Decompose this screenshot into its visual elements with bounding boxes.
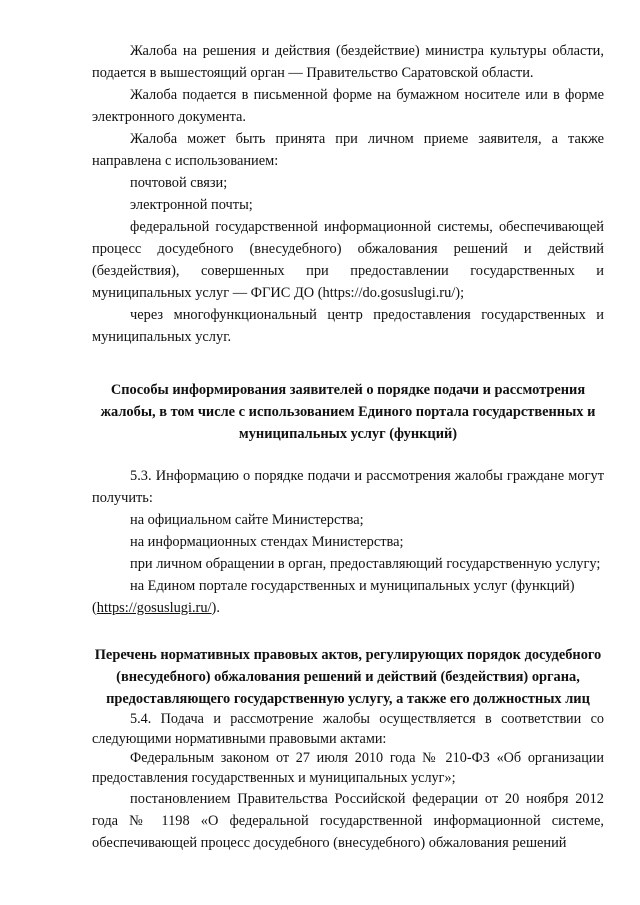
list-item-unified-portal: на Едином портале государственных и муниципальных услуг (функций) [130,578,575,594]
section-heading-normative-acts: Перечень нормативных правовых актов, регулирующих порядок досудебного (внесудебного) обжалования решений и действий (бездействия) органа, предоставляющего государственную услугу, а также его должностных лиц [94,647,602,707]
spacer [92,619,604,644]
paragraph-5-4: 5.4. Подача и рассмотрение жалобы осуществляется в соответствии со следующими нормативными правовыми актами: [92,711,604,747]
link-open-paren: ( [92,600,97,616]
list-item-email: электронной почты; [130,197,253,213]
gosuslugi-link[interactable]: https://gosuslugi.ru/ [96,600,212,616]
paragraph-appeal-minister: Жалоба на решения и действия (бездействие) министра культуры области, подается в вышестоящий орган — Правительство Саратовской области. [92,43,604,81]
section-heading-informing: Способы информирования заявителей о порядке подачи и рассмотрения жалобы, в том числе с использованием Единого портала государственных и муниципальных услуг (функций) [100,382,596,442]
spacer [92,348,604,379]
paragraph-accepted-personally: Жалоба может быть принята при личном приеме заявителя, а также направлена с использованием: [92,131,604,169]
spacer [92,445,604,465]
paragraph-portal-link [92,597,604,619]
list-item-info-stands: на информационных стендах Министерства; [130,534,404,550]
list-item-mfc: через многофункциональный центр предоставления государственных и муниципальных услуг. [92,307,604,345]
paragraph-5-3: 5.3. Информацию о порядке подачи и рассмотрения жалобы граждане могут получить: [92,468,604,506]
list-item-postal: почтовой связи; [130,175,228,191]
paragraph-written-form: Жалоба подается в письменной форме на бумажном носителе или в форме электронного документа. [92,87,604,125]
link-close-paren: ). [211,600,220,616]
paragraph-government-decree-1198: постановлением Правительства Российской федерации от 20 ноября 2012 года № 1198 «О федеральной государственной информационной системе, обеспечивающей процесс досудебного (внесудебного) обжалования решений [92,791,604,851]
list-item-personal-appeal: при личном обращении в орган, предоставляющий государственную услугу; [130,556,601,572]
list-item-official-site: на официальном сайте Министерства; [130,512,364,528]
list-item-fgis-do: федеральной государственной информационной системы, обеспечивающей процесс досудебного (внесудебного) обжалования решений и действий (бездействия), совершенных при предоставлении государственных и муниципальных услуг — ФГИС ДО (https://do.gosuslugi.ru/); [92,219,604,301]
paragraph-federal-law-210: Федеральным законом от 27 июля 2010 года № 210-ФЗ «Об организации предоставления государственных и муниципальных услуг»; [92,750,604,786]
